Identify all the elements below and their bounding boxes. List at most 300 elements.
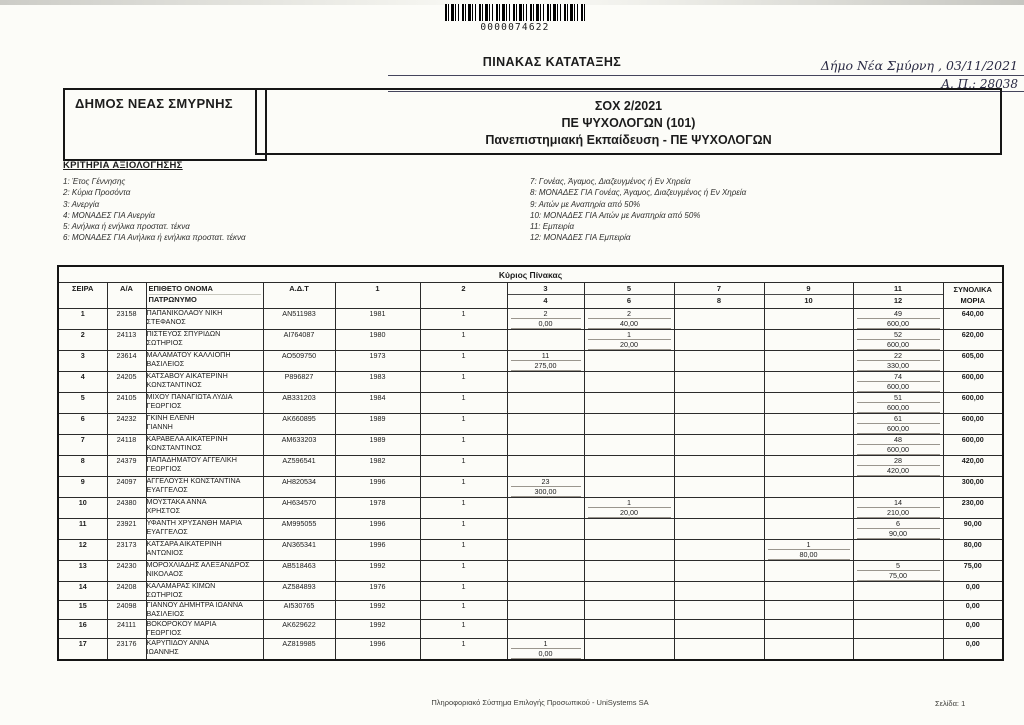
row-c7	[678, 393, 761, 402]
row-c9	[768, 639, 850, 648]
row-rank: 12	[58, 540, 107, 561]
row-aa: 23176	[107, 639, 146, 661]
municipality-name: ΔΗΜΟΣ ΝΕΑΣ ΣΜΥΡΝΗΣ	[75, 96, 233, 111]
column-header-adt: Α.Δ.Τ	[263, 283, 335, 309]
row-aa: 24098	[107, 601, 146, 620]
row-col3-4	[507, 456, 584, 477]
row-c8	[678, 339, 761, 348]
row-c9	[768, 435, 850, 444]
criteria-list-left	[63, 176, 246, 244]
row-c10	[768, 465, 850, 474]
column-header-seira: ΣΕΙΡΑ	[58, 283, 107, 309]
row-rank: 1	[58, 309, 107, 330]
row-patronym: ΧΡΗΣΤΟΣ	[146, 505, 181, 515]
row-c4	[511, 381, 581, 390]
row-c6	[588, 381, 671, 390]
row-c4	[511, 629, 581, 638]
row-c4	[511, 465, 581, 474]
column-header-12: 12	[893, 296, 903, 305]
row-patronym: ΕΥΑΓΓΕΛΟΣ	[146, 484, 188, 494]
row-c5	[588, 414, 671, 423]
row-c4	[511, 570, 581, 579]
row-c3: 1	[511, 639, 581, 649]
row-col5-6	[584, 456, 674, 477]
column-header-surname: ΕΠΙΘΕΤΟ ΟΝΟΜΑ	[149, 284, 261, 295]
row-c8	[678, 360, 761, 369]
row-patronym: ΒΑΣΙΛΕΙΟΣ	[146, 608, 185, 618]
row-c11: 28	[857, 456, 940, 466]
row-col5-6	[584, 414, 674, 435]
table-row	[58, 540, 1003, 561]
row-surname: ΓΙΑΝΝΟΥ ΔΗΜΗΤΡΑ ΙΩΑΝΝΑ	[146, 600, 243, 609]
row-c8	[678, 507, 761, 516]
row-surname: ΒΟΚΟΡΟΚΟΥ ΜΑΡΙΑ	[146, 619, 217, 628]
row-c12: 600,00	[857, 424, 940, 434]
row-col7-8	[674, 309, 764, 330]
barcode-number: 0000074622	[480, 22, 550, 33]
row-c3	[511, 561, 581, 570]
row-col9-10	[764, 498, 853, 519]
row-c3: 11	[511, 351, 581, 361]
row-c5	[588, 519, 671, 528]
row-col1: 1996	[335, 540, 420, 561]
row-c6	[588, 610, 671, 619]
row-rank: 13	[58, 561, 107, 582]
row-col2: 1	[420, 435, 507, 456]
row-total: 640,00	[943, 309, 1003, 330]
row-c9	[768, 330, 850, 339]
criteria-item: 2: Κύρια Προσόντα	[63, 188, 131, 198]
row-col9-10	[764, 519, 853, 540]
row-col5-6	[584, 477, 674, 498]
row-c6	[588, 629, 671, 638]
row-total: 600,00	[943, 414, 1003, 435]
row-c3	[511, 582, 581, 591]
row-c10	[768, 360, 850, 369]
row-c3	[511, 620, 581, 629]
row-patronym: ΑΝΤΩΝΙΟΣ	[146, 547, 184, 557]
row-c11: 6	[857, 519, 940, 529]
row-col5-6	[584, 519, 674, 540]
row-col2: 1	[420, 540, 507, 561]
row-col5-6	[584, 639, 674, 661]
row-col1: 1983	[335, 372, 420, 393]
row-rank: 10	[58, 498, 107, 519]
row-col2: 1	[420, 639, 507, 661]
row-col5-6	[584, 540, 674, 561]
row-c8	[678, 648, 761, 657]
row-rank: 14	[58, 582, 107, 601]
column-header-8: 8	[716, 296, 722, 305]
table-row	[58, 561, 1003, 582]
row-c4	[511, 402, 581, 411]
row-c10	[768, 486, 850, 495]
row-c6	[588, 423, 671, 432]
row-col7-8	[674, 330, 764, 351]
row-c3	[511, 498, 581, 507]
row-c7	[678, 414, 761, 423]
table-row	[58, 456, 1003, 477]
column-header-6: 6	[626, 296, 632, 305]
row-col7-8	[674, 601, 764, 620]
row-c6: 20,00	[588, 340, 671, 350]
row-surname: ΚΑΤΣΑΒΟΥ ΑΙΚΑΤΕΡΙΝΗ	[146, 371, 228, 380]
row-c12: 330,00	[857, 361, 940, 371]
row-col11-12	[853, 519, 943, 540]
row-total: 0,00	[943, 620, 1003, 639]
row-col7-8	[674, 519, 764, 540]
row-c8	[678, 591, 761, 600]
row-col1: 1989	[335, 414, 420, 435]
row-col9-10	[764, 414, 853, 435]
row-col1: 1996	[335, 519, 420, 540]
row-adt: ΑΝ365341	[263, 540, 335, 561]
row-total: 600,00	[943, 372, 1003, 393]
row-col5-6	[584, 601, 674, 620]
row-c9	[768, 477, 850, 486]
row-name	[146, 435, 263, 456]
row-col2: 1	[420, 456, 507, 477]
row-col5-6	[584, 582, 674, 601]
row-c5	[588, 456, 671, 465]
row-surname: ΜΑΛΑΜΑΤΟΥ ΚΑΛΛΙΟΠΗ	[146, 350, 231, 359]
row-c6	[588, 549, 671, 558]
row-c11: 51	[857, 393, 940, 403]
row-patronym: ΓΙΑΝΝΗ	[146, 421, 173, 431]
table-row	[58, 498, 1003, 519]
row-name	[146, 477, 263, 498]
column-header-total	[943, 283, 1003, 309]
column-header-5: 5	[585, 283, 674, 295]
row-patronym: ΓΕΩΡΓΙΟΣ	[146, 627, 182, 637]
row-col9-10	[764, 372, 853, 393]
row-rank: 6	[58, 414, 107, 435]
row-aa: 24208	[107, 582, 146, 601]
table-title: Κύριος Πίνακας	[58, 266, 1003, 283]
column-header-name	[146, 283, 263, 309]
row-aa: 24232	[107, 414, 146, 435]
row-c8	[678, 465, 761, 474]
row-patronym: ΙΩΑΝΝΗΣ	[146, 646, 179, 656]
row-c3	[511, 601, 581, 610]
row-col7-8	[674, 351, 764, 372]
row-name	[146, 582, 263, 601]
row-col1: 1980	[335, 330, 420, 351]
row-aa: 24105	[107, 393, 146, 414]
ranking-table-body	[58, 309, 1003, 661]
row-c8	[678, 610, 761, 619]
row-c4	[511, 610, 581, 619]
row-c10	[768, 423, 850, 432]
row-col9-10	[764, 620, 853, 639]
row-aa: 23614	[107, 351, 146, 372]
row-total: 600,00	[943, 393, 1003, 414]
row-adt: ΑΜ633203	[263, 435, 335, 456]
row-col3-4	[507, 393, 584, 414]
row-rank: 3	[58, 351, 107, 372]
row-col11-12	[853, 639, 943, 661]
row-c10	[768, 591, 850, 600]
row-col7-8	[674, 639, 764, 661]
row-col5-6	[584, 620, 674, 639]
handwritten-protocol-number: Α. Π.: 28038	[388, 77, 1024, 92]
row-c6	[588, 486, 671, 495]
row-name	[146, 456, 263, 477]
row-name	[146, 620, 263, 639]
row-col3-4	[507, 582, 584, 601]
row-c6: 40,00	[588, 319, 671, 329]
column-header-10: 10	[804, 296, 813, 305]
footer-system-label: Πληροφοριακό Σύστημα Επιλογής Προσωπικού - UniSystems SA	[431, 698, 649, 707]
row-col1: 1976	[335, 582, 420, 601]
criteria-list-right	[530, 176, 746, 244]
row-c5	[588, 639, 671, 648]
row-col1: 1981	[335, 309, 420, 330]
row-c8	[678, 528, 761, 537]
row-patronym: ΣΩΤΗΡΙΟΣ	[146, 337, 183, 347]
row-rank: 11	[58, 519, 107, 540]
row-c4	[511, 423, 581, 432]
row-adt: ΑΒ331203	[263, 393, 335, 414]
ranking-table	[57, 265, 1004, 661]
row-col3-4	[507, 309, 584, 330]
column-header-3-4	[507, 283, 584, 309]
row-surname: ΠΑΠΑΝΙΚΟΛΑΟΥ ΝΙΚΗ	[146, 308, 223, 317]
row-col7-8	[674, 561, 764, 582]
row-rank: 7	[58, 435, 107, 456]
row-name	[146, 393, 263, 414]
column-header-3: 3	[508, 283, 584, 295]
row-c4	[511, 549, 581, 558]
row-c5	[588, 477, 671, 486]
row-c12	[857, 610, 940, 619]
table-row	[58, 519, 1003, 540]
row-total: 0,00	[943, 582, 1003, 601]
row-c11: 74	[857, 372, 940, 382]
row-c8	[678, 381, 761, 390]
row-total: 0,00	[943, 601, 1003, 620]
row-col11-12	[853, 309, 943, 330]
row-adt: ΑΟ509750	[263, 351, 335, 372]
row-col2: 1	[420, 330, 507, 351]
row-c10	[768, 528, 850, 537]
row-col2: 1	[420, 477, 507, 498]
row-col11-12	[853, 435, 943, 456]
row-c12	[857, 629, 940, 638]
table-row	[58, 330, 1003, 351]
row-col9-10	[764, 309, 853, 330]
row-c9	[768, 519, 850, 528]
row-col9-10	[764, 456, 853, 477]
row-c10	[768, 318, 850, 327]
row-c10	[768, 339, 850, 348]
row-col7-8	[674, 582, 764, 601]
row-patronym: ΕΥΑΓΓΕΛΟΣ	[146, 526, 188, 536]
row-c7	[678, 372, 761, 381]
row-col9-10	[764, 393, 853, 414]
row-c11	[857, 639, 940, 648]
row-col3-4	[507, 561, 584, 582]
table-row	[58, 639, 1003, 661]
row-c6	[588, 360, 671, 369]
row-c5	[588, 561, 671, 570]
row-col5-6	[584, 393, 674, 414]
criteria-item: 5: Ανήλικα ή ενήλικα προστατ. τέκνα	[63, 222, 190, 232]
announcement-box	[255, 88, 1002, 155]
row-adt: ΑΖ584893	[263, 582, 335, 601]
row-surname: ΜΟΡΟΧΛΙΑΔΗΣ ΑΛΕΞΑΝΔΡΟΣ	[146, 560, 250, 569]
table-row	[58, 372, 1003, 393]
row-c12: 420,00	[857, 466, 940, 476]
row-col2: 1	[420, 393, 507, 414]
row-c8	[678, 318, 761, 327]
row-col5-6	[584, 561, 674, 582]
row-total: 620,00	[943, 330, 1003, 351]
row-rank: 9	[58, 477, 107, 498]
handwritten-place-date: Δήμο Νέα Σμύρνη , 03/11/2021	[388, 58, 1024, 76]
column-header-7: 7	[675, 283, 764, 295]
row-col9-10	[764, 601, 853, 620]
row-col5-6	[584, 435, 674, 456]
barcode-icon	[445, 4, 585, 21]
row-c11: 49	[857, 309, 940, 319]
criteria-item: 11: Εμπειρία	[530, 222, 575, 232]
row-col7-8	[674, 393, 764, 414]
row-c4	[511, 444, 581, 453]
row-c5	[588, 620, 671, 629]
row-col1: 1996	[335, 639, 420, 661]
row-col9-10	[764, 639, 853, 661]
row-c9	[768, 456, 850, 465]
row-adt: ΑΖ596541	[263, 456, 335, 477]
row-name	[146, 639, 263, 661]
row-c3	[511, 519, 581, 528]
row-aa: 24118	[107, 435, 146, 456]
row-c12: 90,00	[857, 529, 940, 539]
row-c3	[511, 456, 581, 465]
row-c7	[678, 620, 761, 629]
row-aa: 24097	[107, 477, 146, 498]
row-c12	[857, 591, 940, 600]
row-surname: ΚΑΡΥΠΙΔΟΥ ΑΝΝΑ	[146, 638, 210, 647]
row-col9-10	[764, 435, 853, 456]
row-col3-4	[507, 519, 584, 540]
row-c10: 80,00	[768, 550, 850, 560]
row-surname: ΠΑΠΑΔΗΜΑΤΟΥ ΑΓΓΕΛΙΚΗ	[146, 455, 237, 464]
row-c8	[678, 549, 761, 558]
row-col1: 1996	[335, 477, 420, 498]
table-row	[58, 620, 1003, 639]
row-surname: ΓΚΙΝΗ ΕΛΕΝΗ	[146, 413, 195, 422]
row-surname: ΜΟΥΣΤΑΚΑ ΑΝΝΑ	[146, 497, 207, 506]
row-c5	[588, 582, 671, 591]
row-c11	[857, 477, 940, 486]
row-c7	[678, 456, 761, 465]
row-col2: 1	[420, 601, 507, 620]
row-rank: 4	[58, 372, 107, 393]
footer-page-number: Σελίδα: 1	[935, 699, 966, 708]
criteria-item: 9: Αιτών με Αναπηρία από 50%	[530, 199, 641, 209]
row-col11-12	[853, 601, 943, 620]
row-adt: ΑΙ530765	[263, 601, 335, 620]
row-col5-6	[584, 372, 674, 393]
row-col2: 1	[420, 498, 507, 519]
row-col3-4	[507, 639, 584, 661]
row-col5-6	[584, 351, 674, 372]
row-aa: 24379	[107, 456, 146, 477]
row-col9-10	[764, 561, 853, 582]
row-col9-10	[764, 540, 853, 561]
column-header-9-10	[764, 283, 853, 309]
table-row	[58, 601, 1003, 620]
row-col7-8	[674, 477, 764, 498]
criteria-item: 12: ΜΟΝΑΔΕΣ ΓΙΑ Εμπειρία	[530, 233, 631, 243]
table-row	[58, 414, 1003, 435]
row-c7	[678, 309, 761, 318]
criteria-item: 3: Ανεργία	[63, 199, 100, 209]
row-c12	[857, 486, 940, 495]
row-name	[146, 372, 263, 393]
row-col1: 1982	[335, 456, 420, 477]
row-col2: 1	[420, 414, 507, 435]
row-c10	[768, 570, 850, 579]
row-adt: ΑΒ518463	[263, 561, 335, 582]
row-col2: 1	[420, 372, 507, 393]
row-col7-8	[674, 372, 764, 393]
row-surname: ΚΑΡΑΒΕΛΑ ΑΙΚΑΤΕΡΙΝΗ	[146, 434, 228, 443]
row-c4: 0,00	[511, 319, 581, 329]
row-name	[146, 330, 263, 351]
table-row	[58, 435, 1003, 456]
row-col11-12	[853, 498, 943, 519]
row-rank: 2	[58, 330, 107, 351]
row-total: 80,00	[943, 540, 1003, 561]
row-c10	[768, 444, 850, 453]
row-aa: 23921	[107, 519, 146, 540]
row-aa: 24230	[107, 561, 146, 582]
row-col9-10	[764, 330, 853, 351]
criteria-item: 4: ΜΟΝΑΔΕΣ ΓΙΑ Ανεργία	[63, 210, 155, 220]
row-c5	[588, 351, 671, 360]
row-col7-8	[674, 456, 764, 477]
barcode	[437, 4, 593, 33]
row-aa: 24111	[107, 620, 146, 639]
row-total: 0,00	[943, 639, 1003, 661]
row-col2: 1	[420, 309, 507, 330]
row-aa: 24380	[107, 498, 146, 519]
row-c6	[588, 528, 671, 537]
row-col1: 1973	[335, 351, 420, 372]
row-patronym: ΓΕΩΡΓΙΟΣ	[146, 463, 182, 473]
row-col11-12	[853, 414, 943, 435]
announcement-education: Πανεπιστημιακή Εκπαίδευση - ΠΕ ΨΥΧΟΛΟΓΩΝ	[485, 133, 772, 147]
row-c9	[768, 414, 850, 423]
row-c11: 48	[857, 435, 940, 445]
row-c4	[511, 507, 581, 516]
row-col7-8	[674, 540, 764, 561]
row-total: 230,00	[943, 498, 1003, 519]
row-c7	[678, 330, 761, 339]
row-col3-4	[507, 540, 584, 561]
row-total: 605,00	[943, 351, 1003, 372]
row-c9	[768, 601, 850, 610]
column-header-1: 1	[335, 283, 420, 309]
row-patronym: ΚΩΝΣΤΑΝΤΙΝΟΣ	[146, 442, 202, 452]
row-col2: 1	[420, 561, 507, 582]
row-c3	[511, 435, 581, 444]
row-col11-12	[853, 456, 943, 477]
row-surname: ΚΑΤΣΑΡΑ ΑΙΚΑΤΕΡΙΝΗ	[146, 539, 222, 548]
